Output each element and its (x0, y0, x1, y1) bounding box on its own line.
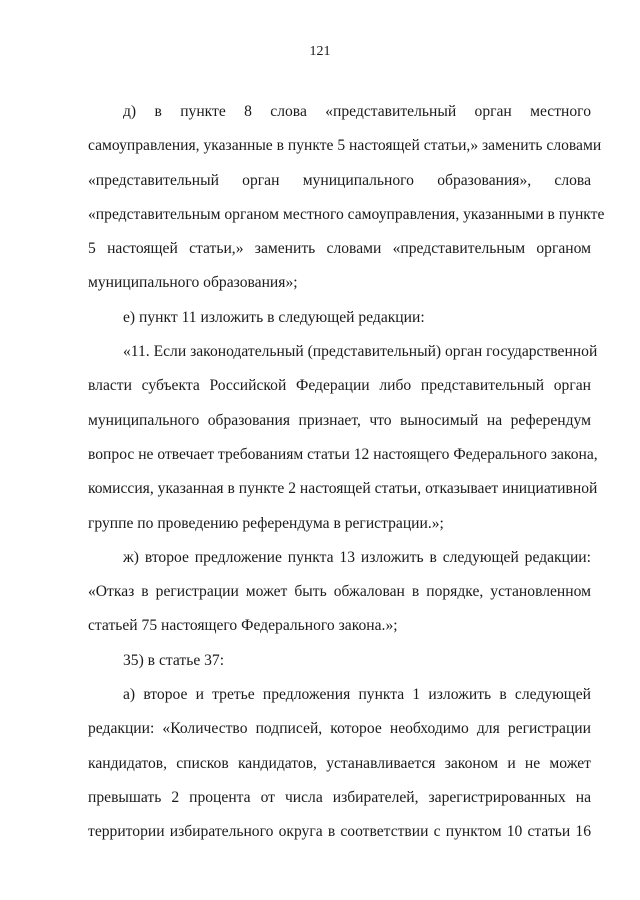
text-line: 35) в статье 37: (123, 651, 225, 669)
text-line: территории избирательного округа в соответствии с пунктом 10 статьи 16 (88, 823, 591, 841)
text-line: 5 настоящей статьи,» заменить словами «представительным органом (88, 240, 591, 258)
text-line: ж) второе предложение пункта 13 изложить в следующей редакции: (123, 548, 591, 566)
text-line: группе по проведению референдума в регистрации.»; (88, 514, 444, 532)
text-line: редакции: «Количество подписей, которое необходимо для регистрации (88, 720, 591, 738)
page-number: 121 (309, 44, 331, 59)
text-line: муниципального образования признает, что выносимый на референдум (88, 411, 591, 429)
text-line: «представительным органом местного самоуправления, указанными в пункте (88, 205, 605, 223)
text-line: «11. Если законодательный (представительный) орган государственной (123, 343, 598, 361)
text-line: д) в пункте 8 слова «представительный орган местного (123, 103, 591, 120)
text-line: а) второе и третье предложения пункта 1 изложить в следующей (123, 686, 591, 704)
text-line: «представительный орган муниципального образования», слова (88, 171, 591, 189)
text-line: статьей 75 настоящего Федерального закона.»; (88, 617, 398, 635)
text-line: комиссия, указанная в пункте 2 настоящей статьи, отказывает инициативной (88, 480, 598, 498)
text-line: муниципального образования»; (88, 274, 298, 292)
text-line: вопрос не отвечает требованиям статьи 12 настоящего Федерального закона, (88, 445, 598, 463)
text-line: е) пункт 11 изложить в следующей редакции: (123, 308, 425, 326)
text-line: превышать 2 процента от числа избирателей, зарегистрированных на (88, 788, 591, 806)
text-line: самоуправления, указанные в пункте 5 настоящей статьи,» заменить словами (88, 137, 602, 155)
text-line: кандидатов, списков кандидатов, устанавливается законом и не может (88, 754, 591, 772)
text-line: «Отказ в регистрации может быть обжалован в порядке, установленном (88, 583, 591, 601)
text-line: власти субъекта Российской Федерации либо представительный орган (88, 377, 591, 395)
document-body (88, 95, 605, 850)
